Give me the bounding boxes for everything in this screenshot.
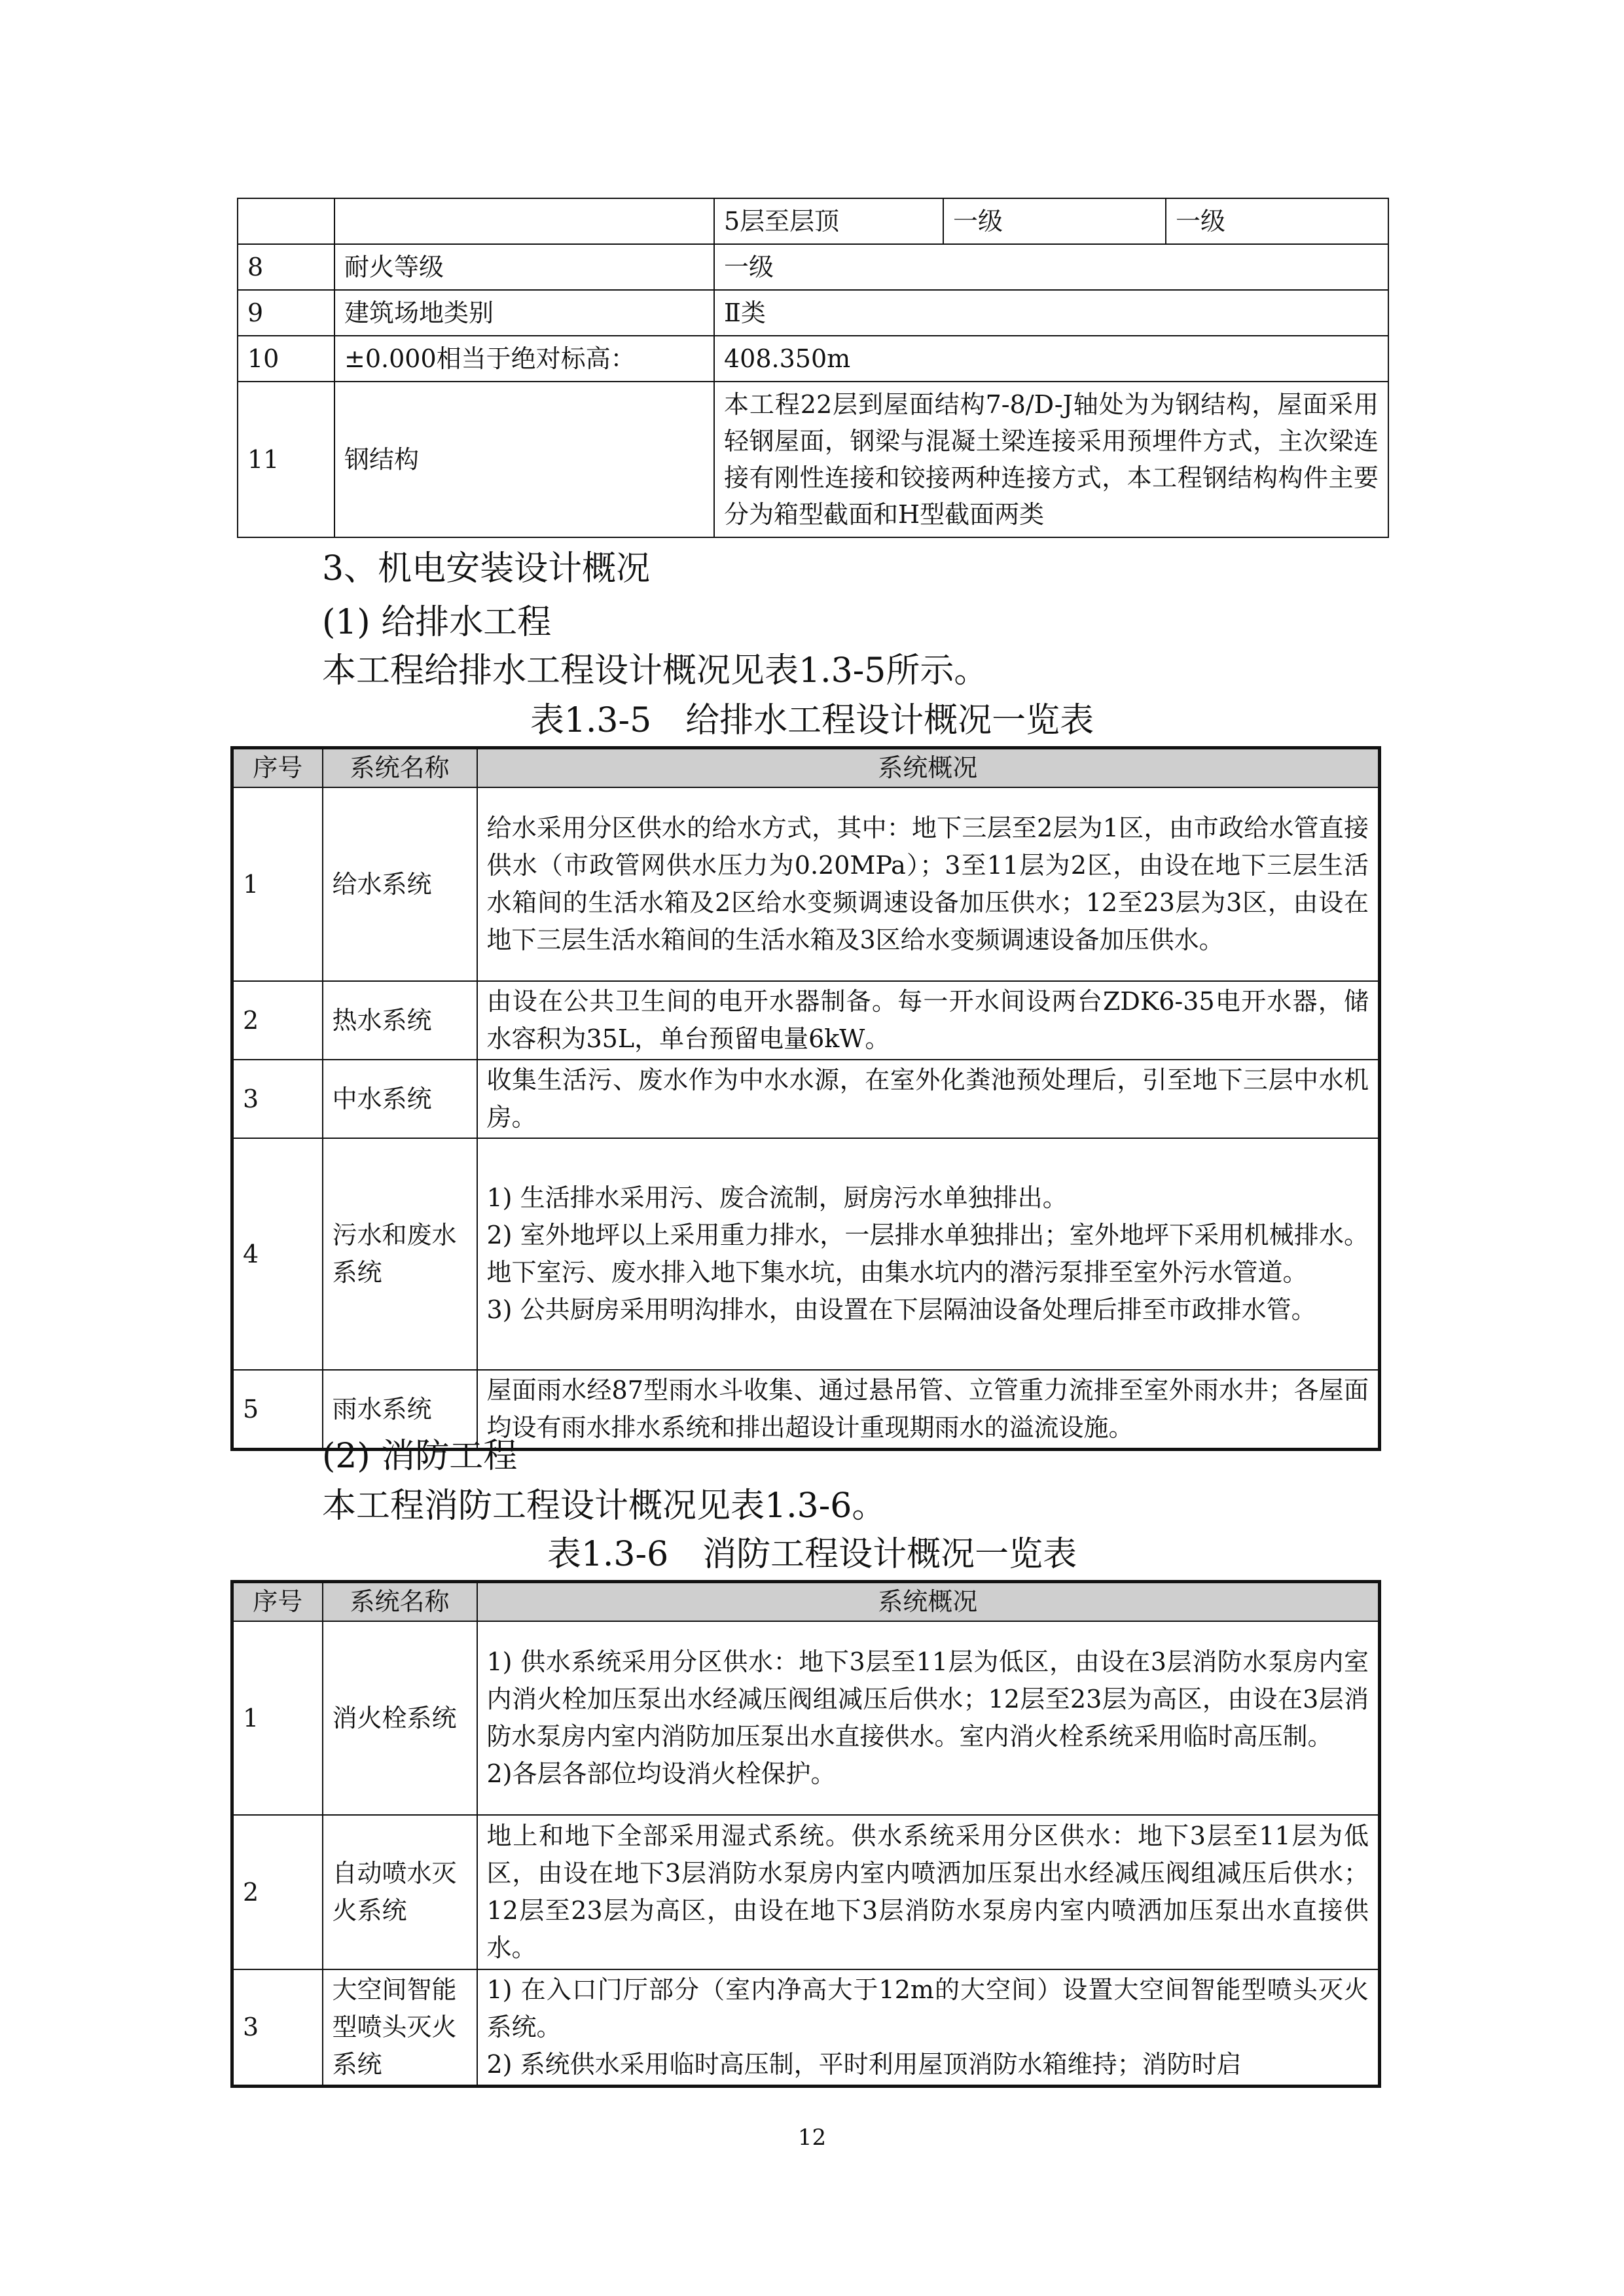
row-value: 408.350m: [714, 336, 1388, 382]
floor-range: 5层至层顶: [714, 198, 943, 244]
section-heading: 3、机电安装设计概况: [322, 549, 651, 588]
header-name: 系统名称: [323, 1582, 477, 1622]
intro-paragraph: 本工程给排水工程设计概况见表1.3-5所示。: [322, 651, 988, 691]
table-row: [232, 1815, 1380, 1969]
row-number: 8: [238, 244, 334, 290]
table-caption: 表1.3-6 消防工程设计概况一览表: [547, 1535, 1077, 1574]
table-caption: 表1.3-5 给排水工程设计概况一览表: [530, 701, 1094, 740]
desc-line: 2) 室外地坪以上采用重力排水，一层排水单独排出；室外地坪下采用机械排水。地下室污、废水排入地下集水坑，由集水坑内的潜污泵排至室外污水管道。: [486, 1221, 1369, 1287]
subsection-heading: (2) 消防工程: [322, 1437, 518, 1476]
water-system-table: [230, 746, 1381, 1451]
row-number: [238, 198, 334, 244]
desc-line: 3) 公共厨房采用明沟排水，由设置在下层隔油设备处理后排至市政排水管。: [486, 1295, 1316, 1324]
row-value: Ⅱ类: [714, 290, 1388, 336]
row-number: 3: [232, 1969, 323, 2087]
row-number: 1: [232, 1621, 323, 1815]
header-desc: 系统概况: [477, 748, 1380, 788]
table-row: [232, 1060, 1380, 1138]
system-name: 污水和废水系统: [323, 1138, 477, 1370]
system-name: 自动喷水灭火系统: [323, 1815, 477, 1969]
system-desc: 收集生活污、废水作为中水水源，在室外化粪池预处理后，引至地下三层中水机房。: [477, 1060, 1380, 1138]
row-value: 一级: [714, 244, 1388, 290]
row-number: 3: [232, 1060, 323, 1138]
desc-line: 2) 系统供水采用临时高压制，平时利用屋顶消防水箱维持；消防时启: [486, 2050, 1242, 2079]
table-row: [232, 787, 1380, 981]
row-number: 2: [232, 981, 323, 1060]
row-item: ±0.000相当于绝对标高：: [334, 336, 714, 382]
table-row: [238, 290, 1388, 336]
system-name: 消火栓系统: [323, 1621, 477, 1815]
desc-line: 1) 供水系统采用分区供水：地下3层至11层为低区，由设在3层消防水泵房内室内消火栓加压泵出水经减压阀组减压后供水；12层至23层为高区，由设在3层消防水泵房内室内消防加压泵出水直接供水。室内消火栓系统采用临时高压制。: [486, 1647, 1369, 1751]
system-name: 大空间智能型喷头灭火系统: [323, 1969, 477, 2087]
system-desc: 由设在公共卫生间的电开水器制备。每一开水间设两台ZDK6-35电开水器，储水容积为35L，单台预留电量6kW。: [477, 981, 1380, 1060]
desc-line: 1) 生活排水采用污、废合流制，厨房污水单独排出。: [486, 1183, 1068, 1212]
system-desc: 给水采用分区供水的给水方式，其中：地下三层至2层为1区，由市政给水管直接供水（市政管网供水压力为0.20MPa）；3至11层为2区，由设在地下三层生活水箱间的生活水箱及2区给水变频调速设备加压供水；12至23层为3区，由设在地下三层生活水箱间的生活水箱及3区给水变频调速设备加压供水。: [477, 787, 1380, 981]
row-number: 9: [238, 290, 334, 336]
row-item: [334, 198, 714, 244]
row-number: 4: [232, 1138, 323, 1370]
desc-line: 2)各层各部位均设消火栓保护。: [486, 1759, 836, 1788]
row-item: 耐火等级: [334, 244, 714, 290]
system-desc: 地上和地下全部采用湿式系统。供水系统采用分区供水：地下3层至11层为低区，由设在地下3层消防水泵房内室内喷洒加压泵出水经减压阀组减压后供水；12层至23层为高区，由设在地下3层消防水泵房内室内喷洒加压泵出水直接供水。: [477, 1815, 1380, 1969]
row-number: 2: [232, 1815, 323, 1969]
system-desc: [477, 1621, 1380, 1815]
row-number: 1: [232, 787, 323, 981]
header-no: 序号: [232, 1582, 323, 1622]
table-row: [238, 244, 1388, 290]
system-desc: [477, 1969, 1380, 2087]
header-desc: 系统概况: [477, 1582, 1380, 1622]
header-name: 系统名称: [323, 748, 477, 788]
table-row: [238, 198, 1388, 244]
grade-value: 一级: [943, 198, 1166, 244]
table-row: [232, 1138, 1380, 1370]
row-number: 11: [238, 382, 334, 537]
page-number: 12: [797, 2125, 827, 2151]
system-desc: [477, 1138, 1380, 1370]
fire-system-table: [230, 1580, 1381, 2088]
building-overview-table: [237, 198, 1389, 538]
table-row: [232, 1621, 1380, 1815]
intro-paragraph: 本工程消防工程设计概况见表1.3-6。: [322, 1486, 886, 1526]
row-number: 5: [232, 1370, 323, 1450]
table-row: [238, 382, 1388, 537]
subsection-heading: (1) 给排水工程: [322, 603, 552, 642]
row-number: 10: [238, 336, 334, 382]
table-header-row: [232, 1582, 1380, 1622]
row-item: 建筑场地类别: [334, 290, 714, 336]
table-header-row: [232, 748, 1380, 788]
row-value: 本工程22层到屋面结构7-8/D-J轴处为为钢结构，屋面采用轻钢屋面，钢梁与混凝土梁连接采用预埋件方式，主次梁连接有刚性连接和铰接两种连接方式，本工程钢结构构件主要分为箱型截面和H型截面两类: [714, 382, 1388, 537]
system-name: 中水系统: [323, 1060, 477, 1138]
table-row: [232, 981, 1380, 1060]
header-no: 序号: [232, 748, 323, 788]
system-name: 雨水系统: [323, 1370, 477, 1450]
grade-value: 一级: [1166, 198, 1388, 244]
desc-line: 1) 在入口门厅部分（室内净高大于12m的大空间）设置大空间智能型喷头灭火系统。: [486, 1975, 1369, 2041]
table-row: [232, 1969, 1380, 2087]
system-name: 给水系统: [323, 787, 477, 981]
system-desc: 屋面雨水经87型雨水斗收集、通过悬吊管、立管重力流排至室外雨水井；各屋面均设有雨水排水系统和排出超设计重现期雨水的溢流设施。: [477, 1370, 1380, 1450]
system-name: 热水系统: [323, 981, 477, 1060]
table-row: [238, 336, 1388, 382]
row-item: 钢结构: [334, 382, 714, 537]
